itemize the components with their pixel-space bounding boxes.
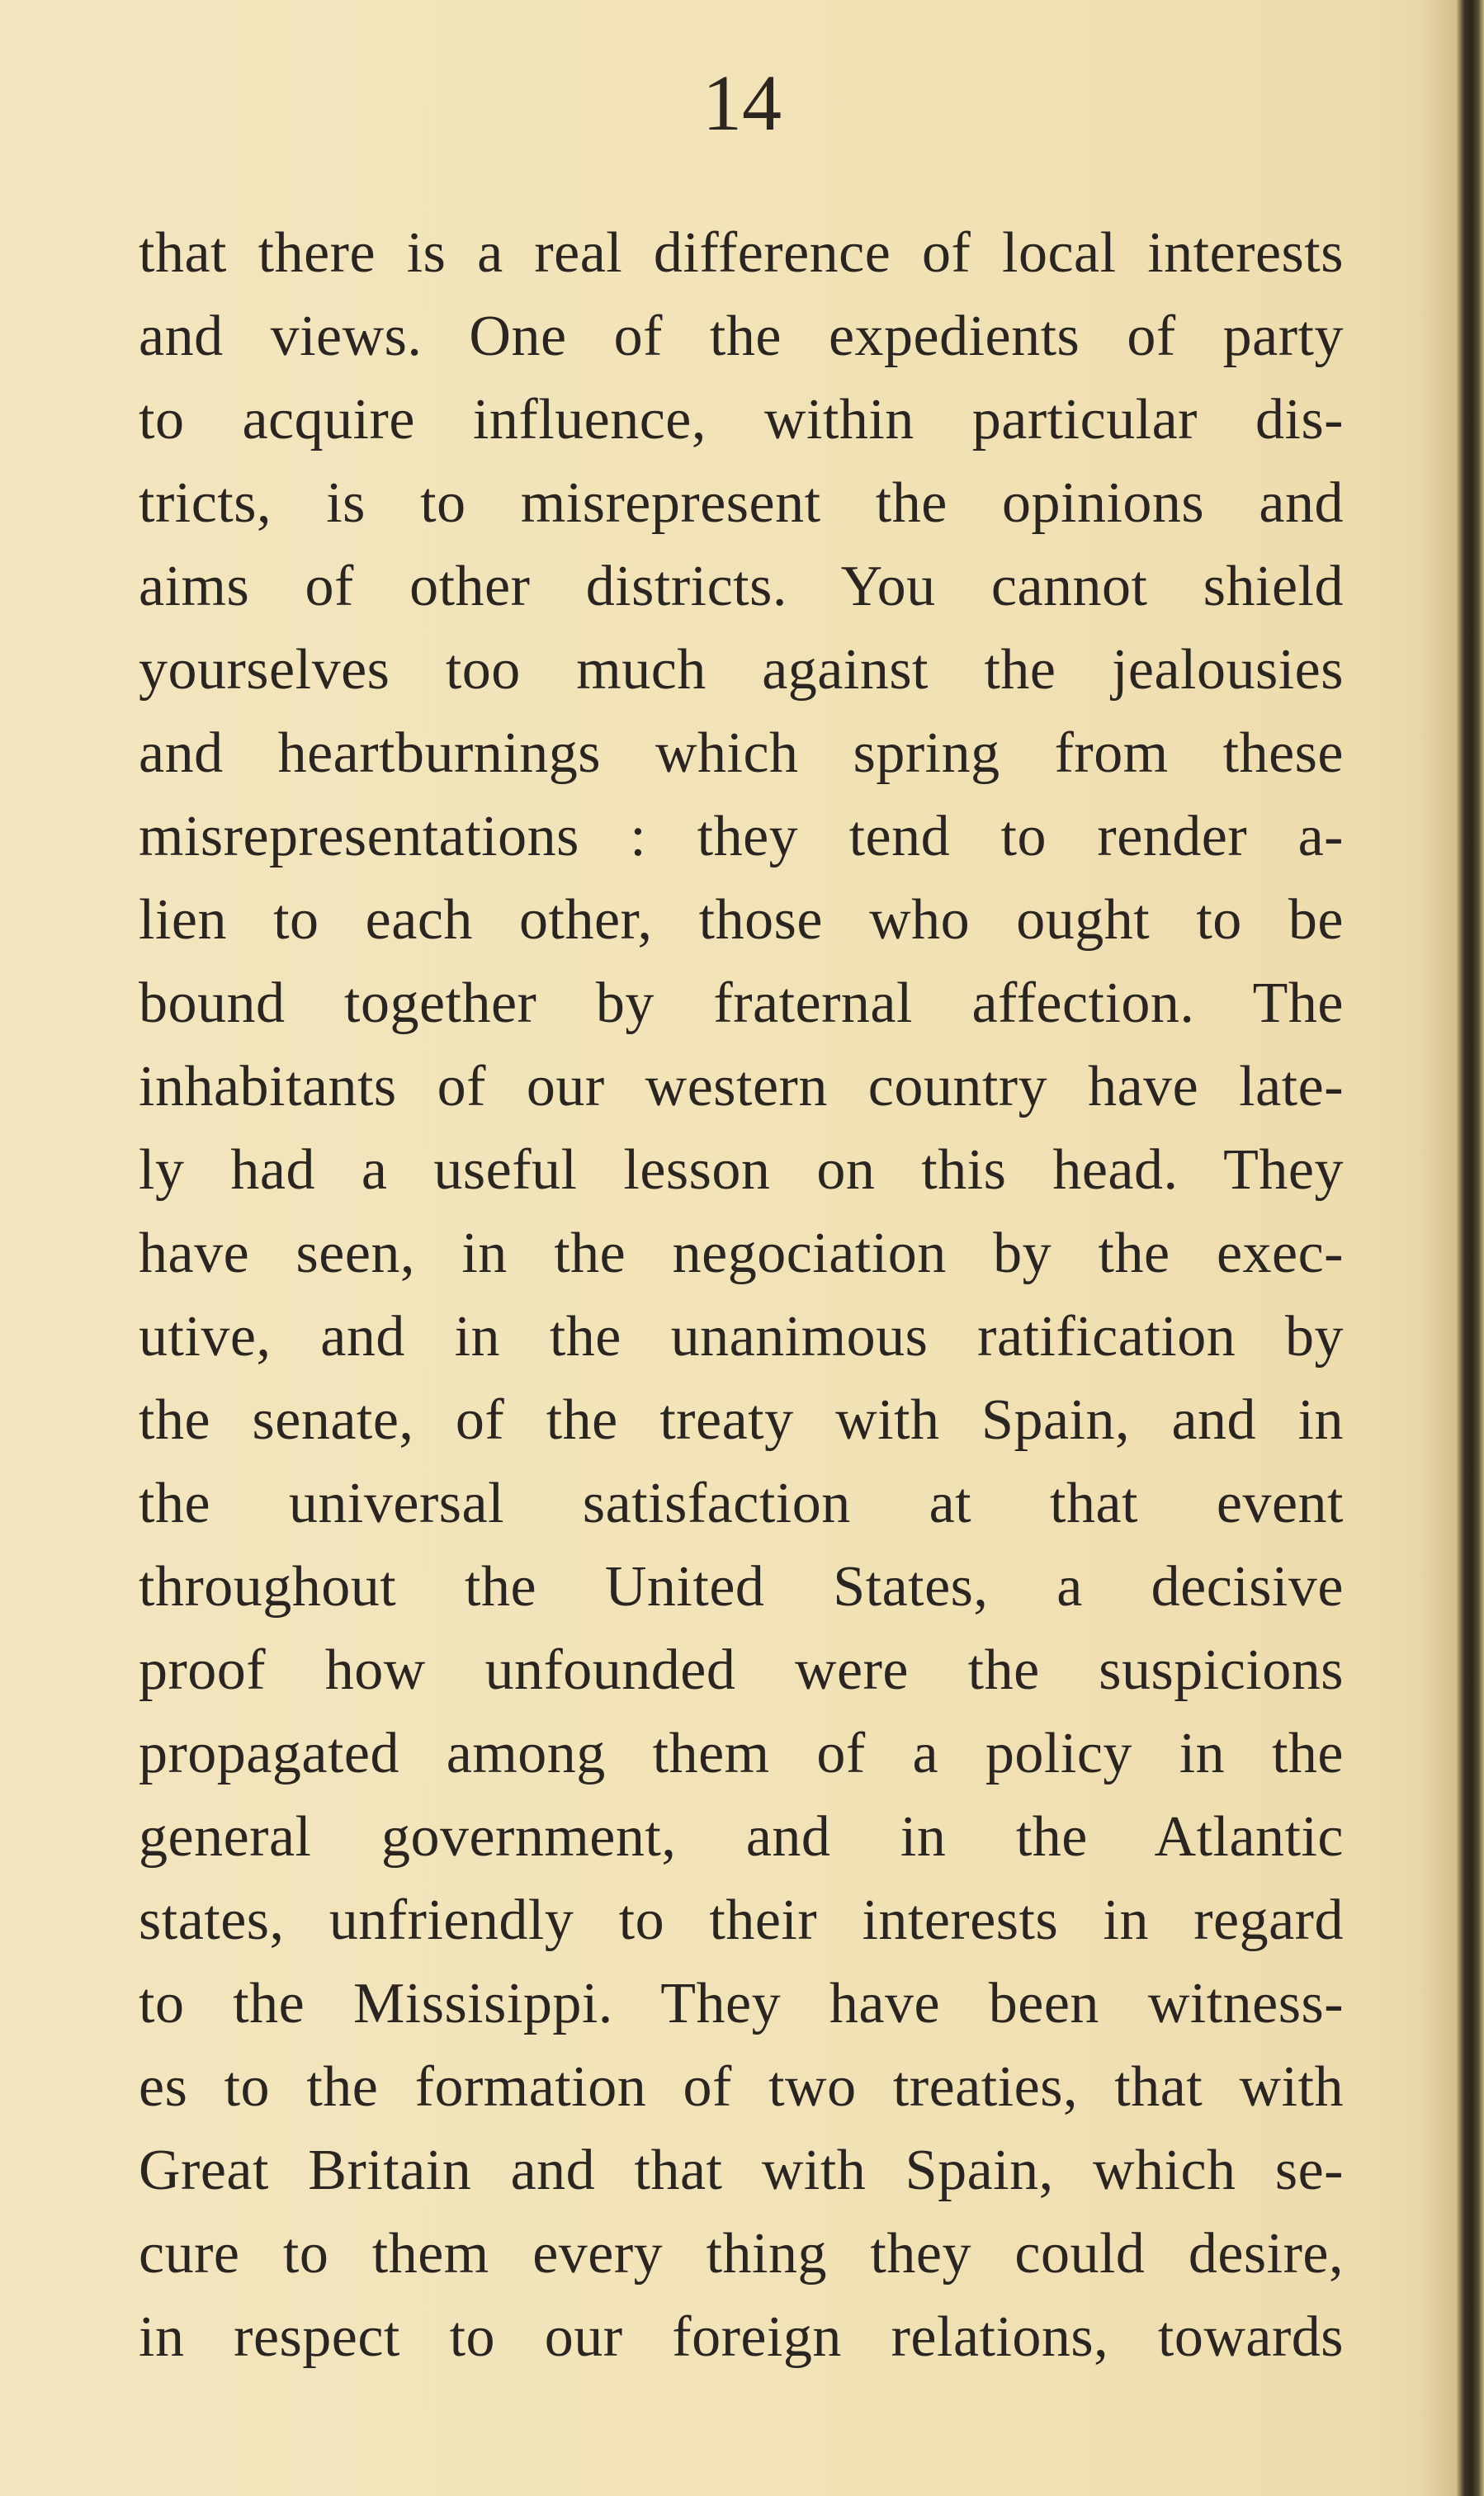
book-binding-edge (1456, 0, 1484, 2496)
text-line: Great Britain and that with Spain, which se- (139, 2139, 1344, 2202)
text-line: and heartburnings which spring from these (139, 721, 1344, 785)
text-line: bound together by fraternal affection. The (139, 971, 1344, 1035)
body-text (139, 211, 1344, 2379)
text-line: to the Missisippi. They have been witness- (139, 1972, 1344, 2035)
text-line: lien to each other, those who ought to be (139, 888, 1344, 952)
text-line: states, unfriendly to their interests in regard (139, 1889, 1344, 1952)
text-line: the universal satisfaction at that event (139, 1472, 1344, 1535)
text-line: the senate, of the treaty with Spain, and in (139, 1388, 1344, 1452)
text-line: aims of other districts. You cannot shield (139, 555, 1344, 618)
text-line: general government, and in the Atlantic (139, 1805, 1344, 1869)
text-line: proof how unfounded were the suspicions (139, 1638, 1344, 1702)
text-line: yourselves too much against the jealousies (139, 638, 1344, 702)
text-line: in respect to our foreign relations, towards (139, 2305, 1344, 2369)
text-line: propagated among them of a policy in the (139, 1722, 1344, 1785)
text-line: throughout the United States, a decisive (139, 1555, 1344, 1619)
text-line: inhabitants of our western country have late- (139, 1055, 1344, 1118)
text-line: misrepresentations : they tend to render a- (139, 805, 1344, 868)
text-line: tricts, is to misrepresent the opinions and (139, 471, 1344, 535)
page-number: 14 (702, 59, 782, 147)
text-line: to acquire influence, within particular dis- (139, 388, 1344, 451)
text-line: and views. One of the expedients of party (139, 305, 1344, 368)
text-line: es to the formation of two treaties, that with (139, 2055, 1344, 2119)
text-line: that there is a real difference of local interests (139, 221, 1344, 285)
text-line: have seen, in the negociation by the exec- (139, 1222, 1344, 1285)
binding-shadow (1418, 0, 1456, 2496)
text-line: utive, and in the unanimous ratification by (139, 1305, 1344, 1369)
text-line: ly had a useful lesson on this head. They (139, 1138, 1344, 1202)
text-line: cure to them every thing they could desire, (139, 2222, 1344, 2286)
